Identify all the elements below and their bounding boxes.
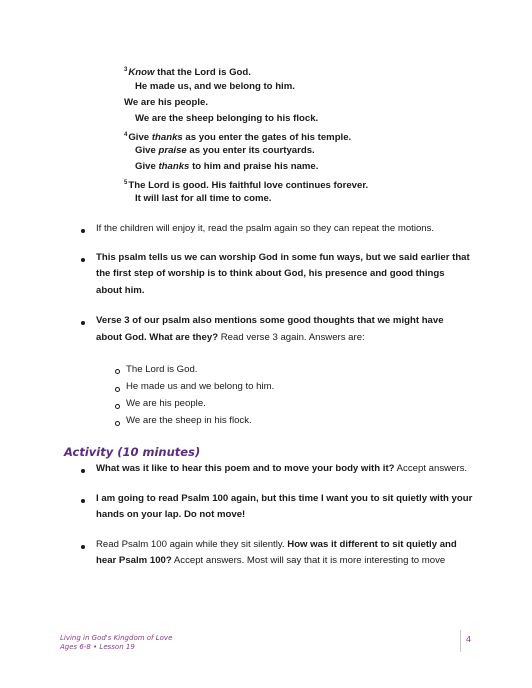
plain-text: Read verse 3 again. Answers are:: [218, 332, 365, 343]
psalm-text: as you enter the gates of his temple.: [182, 132, 352, 143]
bullet-text-2-line-2: the first step of worship is to think about God, his presence and good things: [96, 268, 445, 279]
bullet-icon: [81, 545, 85, 549]
emphasis-text: thanks: [151, 132, 183, 143]
answer-item: We are his people.: [126, 398, 206, 409]
verse-number: 5: [124, 180, 128, 186]
activity-text-3-line-2: [96, 555, 445, 567]
answer-item: We are the sheep in his flock.: [126, 415, 252, 426]
psalm-verse-3-line-1: [124, 64, 251, 79]
psalm-text: The Lord is good. His faithful love continues forever.: [128, 180, 369, 191]
activity-text-1: [96, 463, 467, 475]
bullet-icon: [81, 229, 85, 233]
activity-text-2-line-1: I am going to read Psalm 100 again, but this time I want you to sit quietly with your: [96, 493, 473, 504]
bullet-text-3-line-1: Verse 3 of our psalm also mentions some good thoughts that we might have: [96, 315, 444, 326]
emphasis-text: praise: [158, 145, 187, 156]
circle-bullet-icon: [115, 369, 120, 374]
plain-text: Read Psalm 100 again while they sit silently.: [96, 539, 288, 550]
psalm-text: that the Lord is God.: [154, 67, 251, 78]
bold-text: hear Psalm 100?: [96, 555, 172, 566]
psalm-verse-3-line-3: We are his people.: [124, 97, 209, 108]
bold-text: How was it different to sit quietly and: [287, 539, 457, 550]
answer-item: He made us and we belong to him.: [126, 381, 275, 392]
bullet-icon: [81, 499, 85, 503]
activity-text-2-line-2: hands on your lap. Do not move!: [96, 509, 246, 520]
psalm-verse-5-line-2: It will last for all time to come.: [135, 193, 272, 204]
psalm-verse-4-line-2: [135, 145, 315, 157]
bullet-icon: [81, 258, 85, 262]
circle-bullet-icon: [115, 387, 120, 392]
plain-text: Accept answers.: [394, 463, 468, 474]
plain-text: Accept answers. Most will say that it is more interesting to move: [171, 555, 446, 566]
bullet-text-3-line-2: [96, 332, 365, 344]
psalm-text: as you enter its courtyards.: [186, 145, 315, 156]
psalm-verse-3-line-2: He made us, and we belong to him.: [135, 81, 295, 92]
verse-number: 3: [124, 67, 128, 73]
footer-subtitle: Ages 6-8 • Lesson 19: [60, 643, 135, 651]
psalm-verse-5-line-1: [124, 177, 368, 192]
circle-bullet-icon: [115, 404, 120, 409]
activity-text-3-line-1: [96, 539, 457, 551]
circle-bullet-icon: [115, 421, 120, 426]
verse-number: 4: [124, 132, 128, 138]
psalm-verse-4-line-1: [124, 129, 351, 144]
footer-divider: [460, 630, 461, 652]
bullet-text-1: If the children will enjoy it, read the psalm again so they can repeat the motions.: [96, 223, 435, 234]
bullet-icon: [81, 469, 85, 473]
emphasis-text: Know: [128, 67, 155, 78]
bold-text: What was it like to hear this poem and to move your body with it?: [96, 463, 395, 474]
psalm-verse-4-line-3: [135, 161, 318, 173]
bold-text: about God. What are they?: [96, 332, 219, 343]
bullet-text-2-line-1: This psalm tells us we can worship God in some fun ways, but we said earlier that: [96, 252, 470, 263]
answer-item: The Lord is God.: [126, 364, 198, 375]
psalm-verse-3-line-4: We are the sheep belonging to his flock.: [135, 113, 319, 124]
psalm-text: Give: [128, 132, 152, 143]
section-heading: Activity (10 minutes): [64, 445, 201, 459]
psalm-text: Give: [135, 145, 159, 156]
emphasis-text: thanks: [158, 161, 190, 172]
footer-title: Living in God's Kingdom of Love: [60, 634, 173, 642]
psalm-text: Give: [135, 161, 159, 172]
page-number: 4: [466, 635, 472, 644]
psalm-text: to him and praise his name.: [189, 161, 319, 172]
bullet-icon: [81, 321, 85, 325]
bullet-text-2-line-3: about him.: [96, 285, 145, 296]
